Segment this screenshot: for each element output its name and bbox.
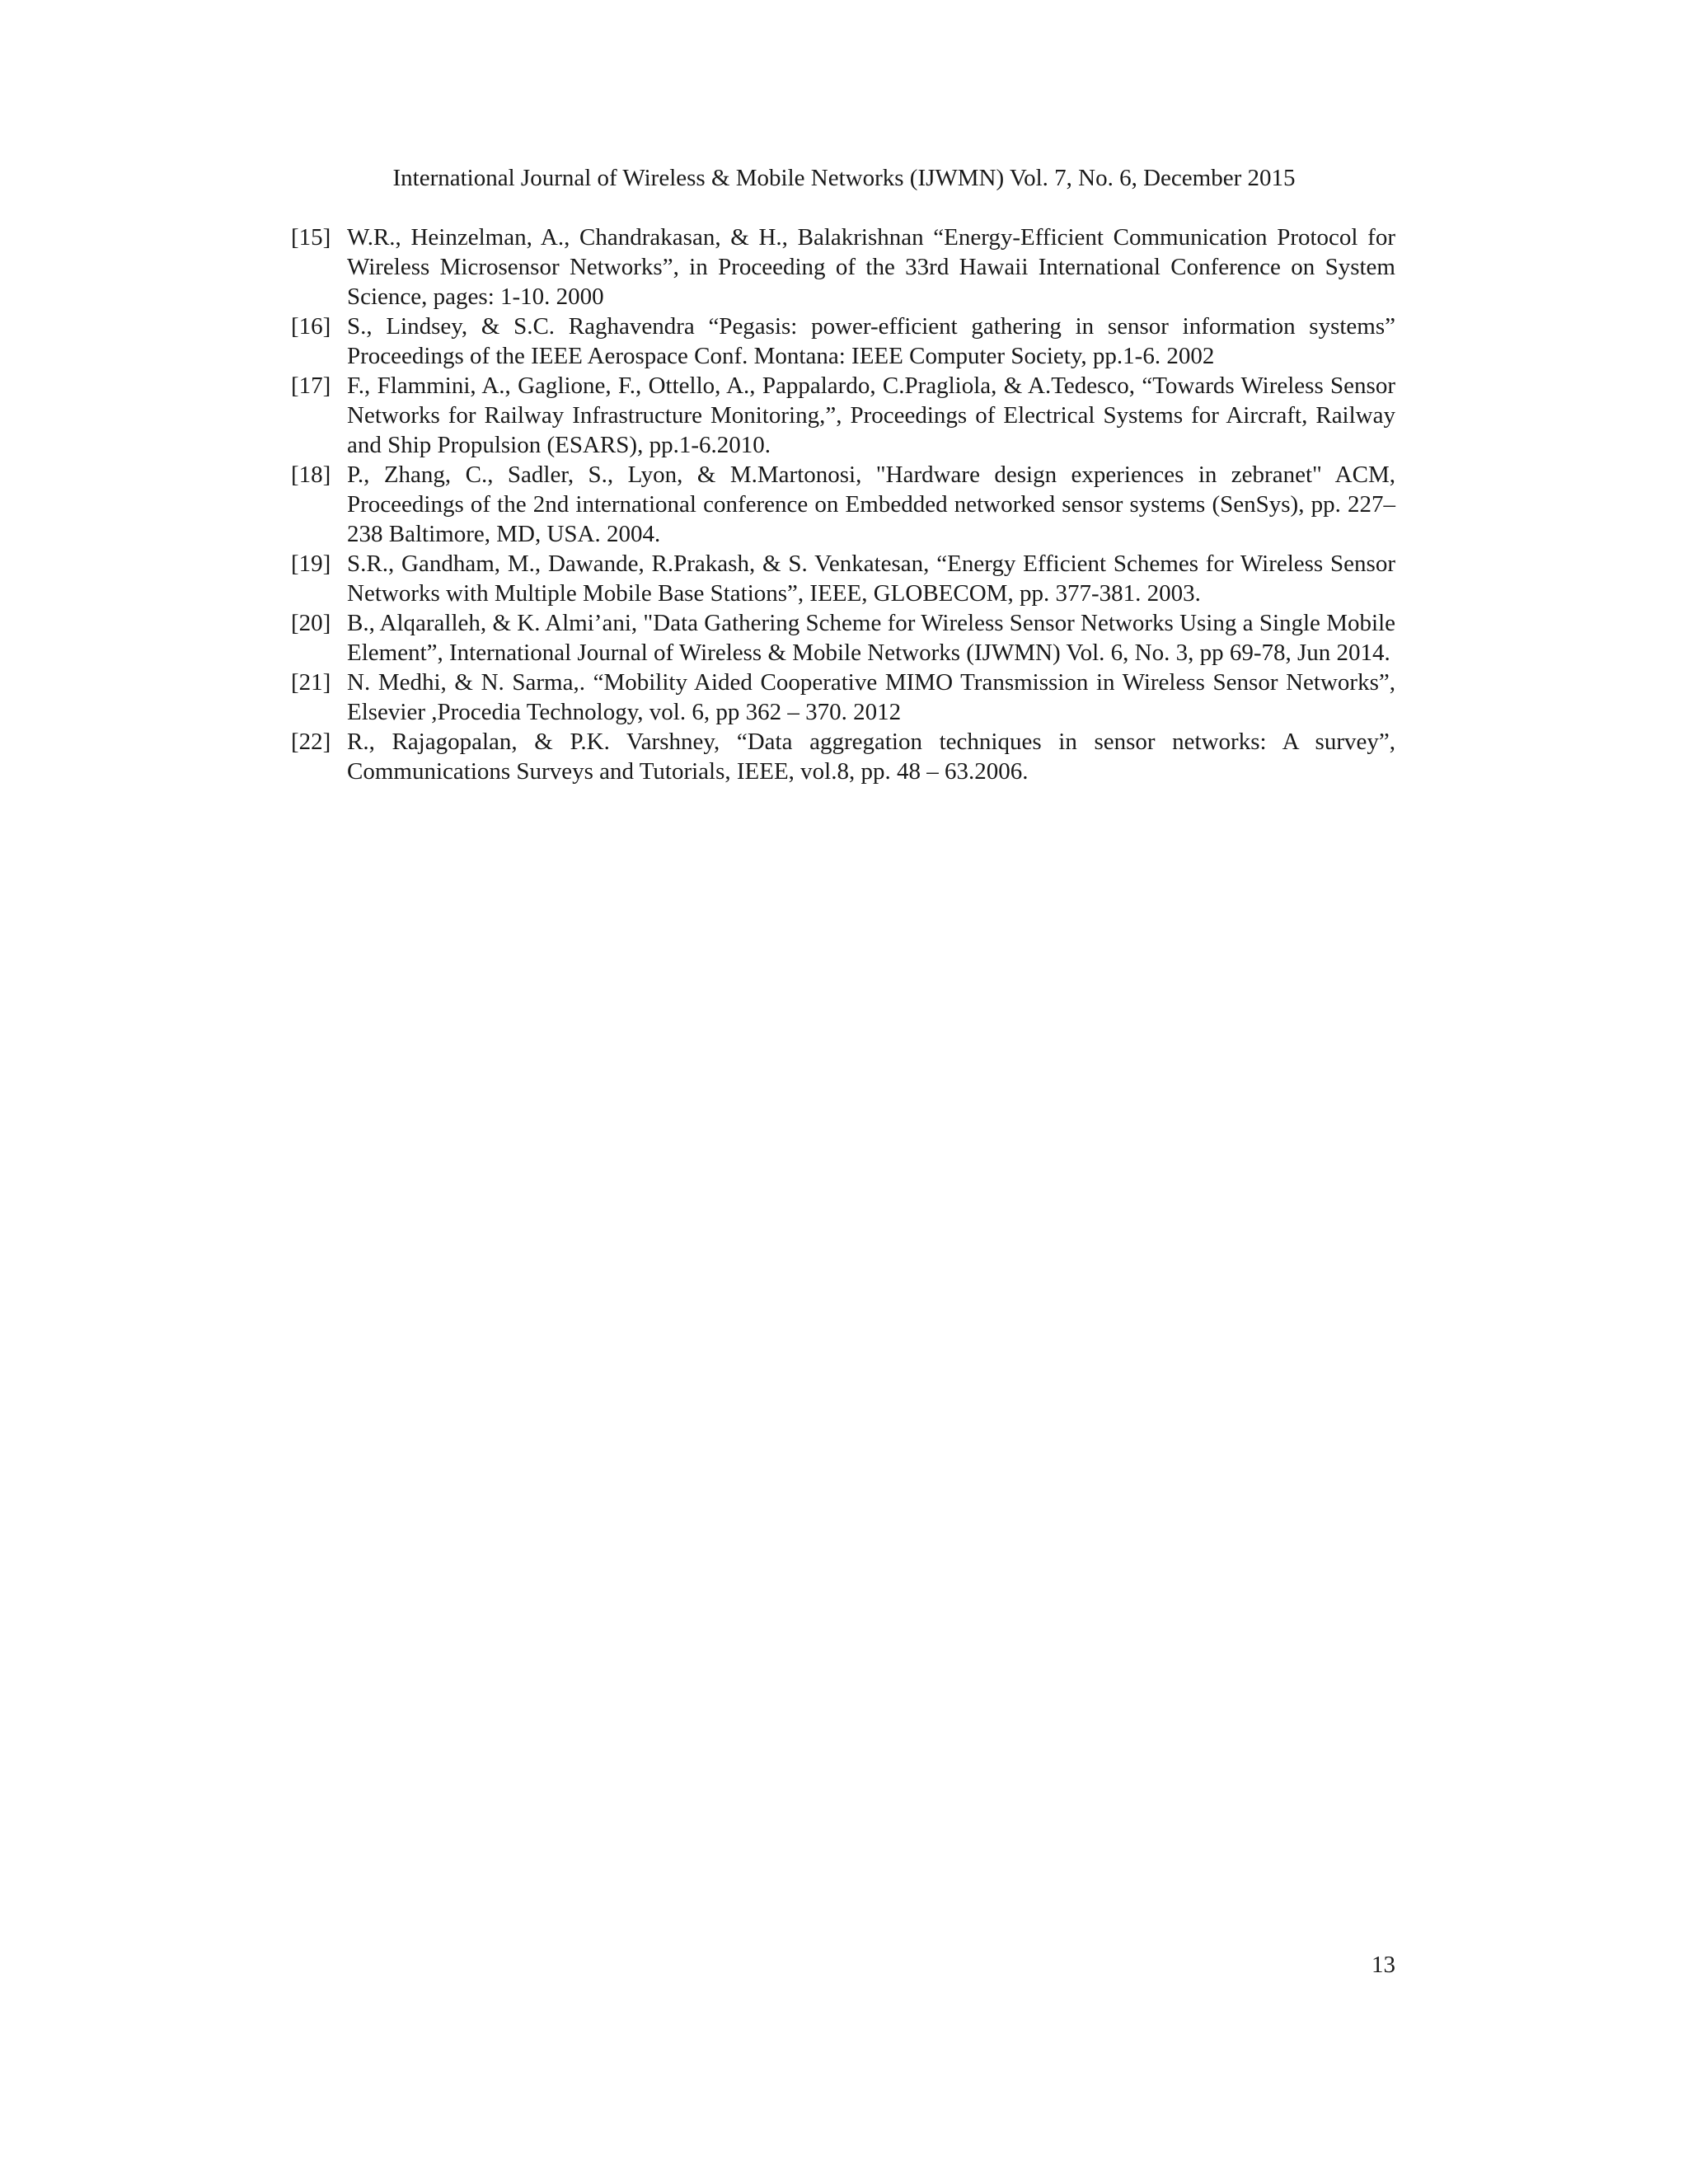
reference-text: B., Alqaralleh, & K. Almi’ani, "Data Gathering Scheme for Wireless Sensor Networks Using a Single Mobile Element”, International Journal of Wireless & Mobile Networks (IJWMN) Vol. 6, No. 3, pp 69-78, Jun 2014. <box>347 610 1395 666</box>
reference-number: [22] <box>291 729 331 755</box>
reference-number: [15] <box>291 224 331 251</box>
reference-text: F., Flammini, A., Gaglione, F., Ottello, A., Pappalardo, C.Pragliola, & A.Tedesco, “Towards Wireless Sensor Networks for Railway Infrastructure Monitoring,”, Proceedings of Electrical Systems for Aircraft, Railway and Ship Propulsion (ESARS), pp.1-6.2010. <box>347 373 1395 458</box>
reference-item <box>291 312 1395 371</box>
reference-text: S.R., Gandham, M., Dawande, R.Prakash, & S. Venkatesan, “Energy Efficient Schemes for Wireless Sensor Networks with Multiple Mobile Base Stations”, IEEE, GLOBECOM, pp. 377-381. 2003. <box>347 551 1395 607</box>
reference-number: [21] <box>291 669 331 696</box>
reference-number: [20] <box>291 610 331 636</box>
reference-number: [18] <box>291 462 331 488</box>
reference-number: [19] <box>291 551 331 577</box>
journal-header: International Journal of Wireless & Mobile Networks (IJWMN) Vol. 7, No. 6, December 2015 <box>392 165 1296 191</box>
reference-item <box>291 668 1395 727</box>
reference-text: N. Medhi, & N. Sarma,. “Mobility Aided Cooperative MIMO Transmission in Wireless Sensor Networks”, Elsevier ,Procedia Technology, vol. 6, pp 362 – 370. 2012 <box>347 669 1395 725</box>
reference-text: P., Zhang, C., Sadler, S., Lyon, & M.Martonosi, "Hardware design experiences in zebranet" ACM, Proceedings of the 2nd international conference on Embedded networked sensor systems (SenSys), pp. 227–238 Baltimore, MD, USA. 2004. <box>347 462 1395 547</box>
reference-item <box>291 371 1395 460</box>
reference-item <box>291 223 1395 312</box>
reference-number: [16] <box>291 313 331 340</box>
reference-text: R., Rajagopalan, & P.K. Varshney, “Data aggregation techniques in sensor networks: A survey”, Communications Surveys and Tutorials, IEEE, vol.8, pp. 48 – 63.2006. <box>347 729 1395 785</box>
reference-number: [17] <box>291 373 331 399</box>
reference-item <box>291 549 1395 608</box>
reference-text: W.R., Heinzelman, A., Chandrakasan, & H., Balakrishnan “Energy-Efficient Communication Protocol for Wireless Microsensor Networks”, in Proceeding of the 33rd Hawaii International Conference on System Science, pages: 1-10. 2000 <box>347 224 1395 310</box>
reference-item <box>291 608 1395 668</box>
reference-item <box>291 460 1395 549</box>
reference-text: S., Lindsey, & S.C. Raghavendra “Pegasis: power-efficient gathering in sensor information systems” Proceedings of the IEEE Aerospace Conf. Montana: IEEE Computer Society, pp.1-6. 2002 <box>347 313 1395 369</box>
page-number: 13 <box>1372 1952 1395 1978</box>
reference-item <box>291 727 1395 786</box>
reference-list <box>291 223 1395 786</box>
